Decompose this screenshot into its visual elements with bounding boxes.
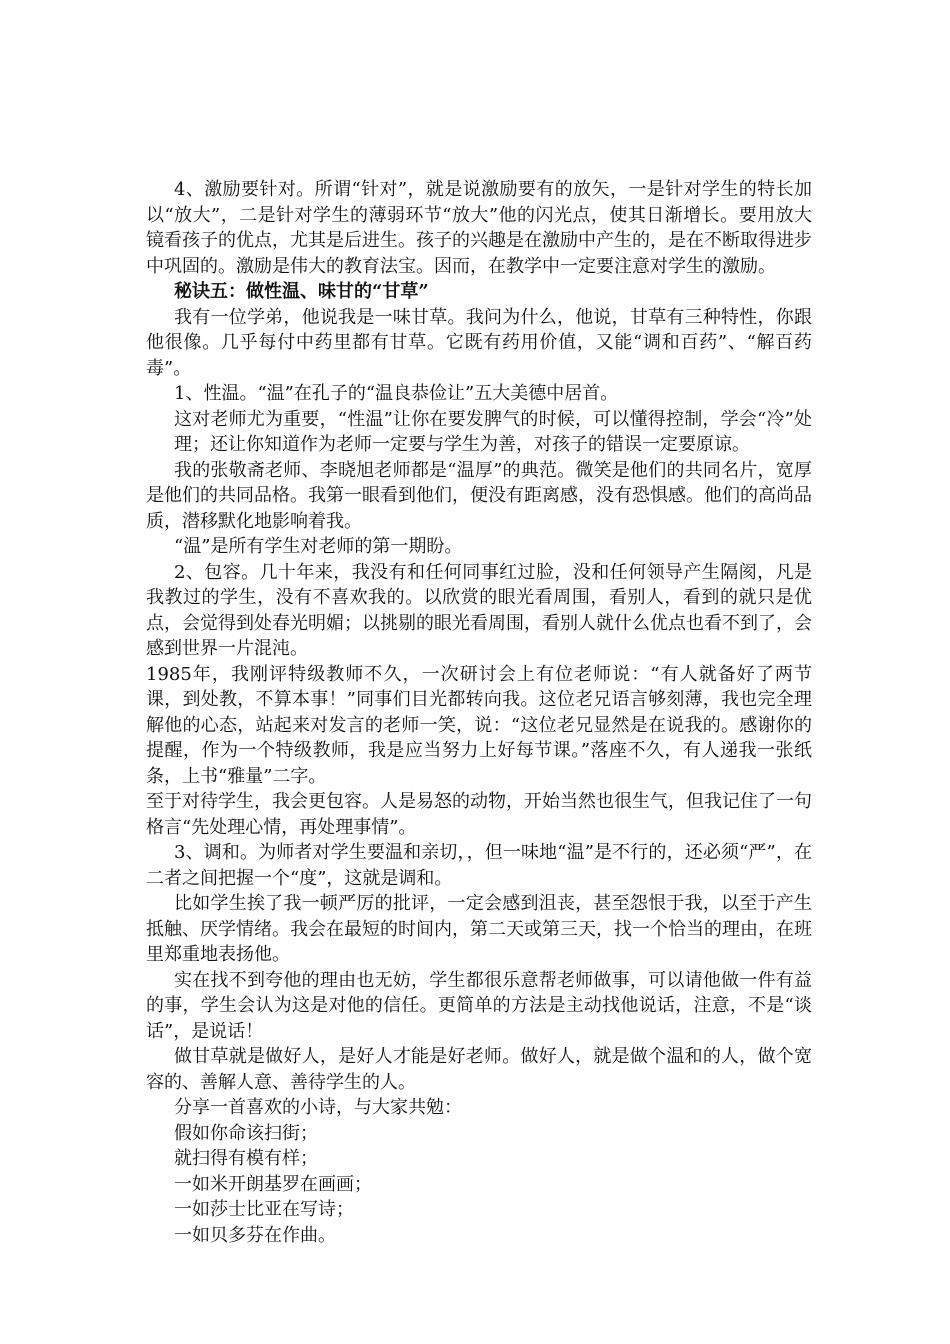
poem-line-4: 一如莎士比亚在写诗； [174, 1199, 354, 1220]
paragraph-warm-importance: 这对老师尤为重要，“性温”让你在要发脾气的时候，可以懂得控制，学会“冷”处理；还让你知道作为老师一定要与学生为善，对孩子的错误一定要原谅。 [174, 408, 812, 455]
paragraph-good-person: 做甘草就是做好人，是好人才能是好老师。做好人，就是做个温和的人，做个宽容的、善解人意、善待学生的人。 [146, 1046, 812, 1093]
poem-line-5: 一如贝多芬在作曲。 [174, 1224, 336, 1246]
section-heading-secret-five: 秘诀五：做性温、味甘的“甘草” [174, 281, 429, 302]
paragraph-criticism-example: 比如学生挨了我一顿严厉的批评，一定会感到沮丧，甚至怨恨于我，以至于产生抵触、厌学情绪。我会在最短的时间内，第二天或第三天，找一个恰当的理由，在班里郑重地表扬他。 [146, 893, 812, 965]
paragraph-motivation-targeted: 4、激励要针对。所谓“针对”，就是说激励要有的放矢，一是针对学生的特长加以“放大”，二是针对学生的薄弱环节“放大”他的闪光点，使其日渐增长。要用放大镜看孩子的优点，尤其是后进生。孩子的兴趣是在激励中产生的，是在不断取得进步中巩固的。激励是伟大的教育法宝。因而，在教学中一定要注意对学生的激励。 [146, 179, 812, 277]
paragraph-teacher-examples: 我的张敬斋老师、李晓旭老师都是“温厚”的典范。微笑是他们的共同名片，宽厚是他们的共同品格。我第一眼看到他们，便没有距离感，没有恐惧感。他们的高尚品质，潜移默化地影响着我。 [146, 459, 812, 532]
paragraph-poem-intro: 分享一首喜欢的小诗，与大家共勉： [174, 1097, 462, 1118]
paragraph-licorice-intro: 我有一位学弟，他说我是一味甘草。我问为什么，他说，甘草有三种特性，你跟他很像。几乎每付中药里都有甘草。它既有药用价值，又能“调和百药”、“解百药毒”。 [146, 306, 812, 379]
paragraph-tolerance: 2、包容。几十年来，我没有和任何同事红过脸，没和任何领导产生隔阂，凡是我教过的学生，没有不喜欢我的。以欣赏的眼光看周围，看别人，看到的就只是优点，会觉得到处春光明媚；以挑剔的眼光看周围，看别人就什么优点也看不到了，会感到世界一片混沌。 [146, 561, 812, 659]
poem-line-2: 就扫得有模有样； [174, 1148, 318, 1169]
paragraph-1985-story: 1985年，我刚评特级教师不久，一次研讨会上有位老师说：“有人就备好了两节课，到处教，不算本事！”同事们目光都转向我。这位老兄语言够刻薄，我也完全理解他的心态，站起来对发言的老师一笑，说：“这位老兄显然是在说我的。感谢你的提醒，作为一个特级教师，我是应当努力上好每节课。”落座不久，有人递我一张纸条，上书“雅量”二字。 [146, 663, 812, 787]
paragraph-student-expectation: “温”是所有学生对老师的第一期盼。 [174, 536, 463, 557]
paragraph-harmony: 3、调和。为师者对学生要温和亲切，，但一味地“温”是不行的，还必须“严”，在二者之间把握一个“度”，这就是调和。 [146, 842, 812, 889]
paragraph-warm-nature: 1、性温。“温”在孔子的“温良恭俭让”五大美德中居首。 [174, 383, 619, 404]
poem-line-3: 一如米开朗基罗在画画； [174, 1173, 372, 1195]
paragraph-alternative-praise: 实在找不到夸他的理由也无妨，学生都很乐意帮老师做事，可以请他做一件有益的事，学生会认为这是对他的信任。更简单的方法是主动找他说话，注意，不是“谈话”，是说话！ [146, 969, 812, 1042]
paragraph-tolerance-students: 至于对待学生，我会更包容。人是易怒的动物，开始当然也很生气，但我记住了一句格言“先处理心情，再处理事情”。 [146, 791, 812, 838]
poem-line-1: 假如你命该扫街； [174, 1122, 318, 1144]
